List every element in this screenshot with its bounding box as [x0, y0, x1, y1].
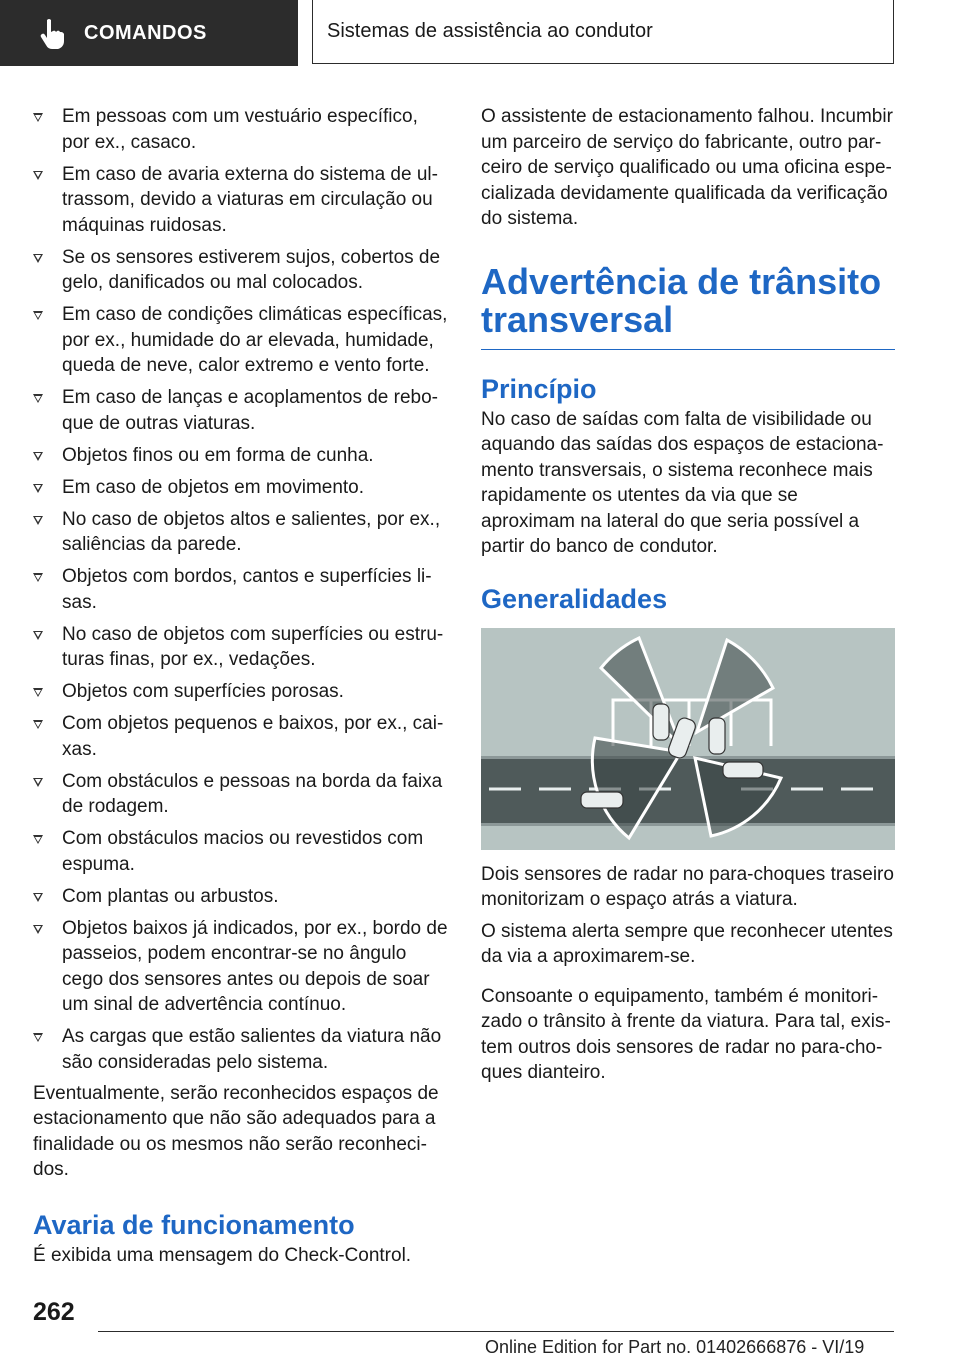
- list-item: [33, 443, 448, 469]
- list-item-text: Se os sensores estiverem sujos, cobertos de gelo, danificados ou mal colocados.: [62, 246, 441, 293]
- list-item: [33, 475, 448, 501]
- list-item-text: Com obstáculos macios ou revestidos com espuma.: [62, 828, 424, 875]
- triangle-bullet-icon: [33, 516, 43, 525]
- list-item-text: Em caso de condições climáticas específicas, por ex., humidade do ar elevada, humidade, queda de neve, calor extremo e vento forte.: [62, 304, 448, 376]
- footer-rule: [98, 1331, 894, 1332]
- triangle-bullet-icon: [33, 484, 43, 493]
- list-item-text: Em caso de avaria externa do sistema de ultrassom, devido a viaturas em circulação ou máquinas ruidosas.: [62, 163, 438, 236]
- list-item: [33, 564, 448, 615]
- list-item-text: As cargas que estão salientes da viatura não são consideradas pelo sistema.: [62, 1026, 442, 1073]
- triangle-bullet-icon: [33, 688, 43, 697]
- general-heading: Generalidades: [481, 583, 668, 614]
- list-item-text: Objetos com superfícies porosas.: [62, 681, 344, 702]
- principle-heading: Princípio: [481, 373, 597, 404]
- cross-traffic-illustration: [481, 628, 895, 850]
- list-item-text: No caso de objetos altos e salientes, por ex., saliências da parede.: [62, 508, 441, 555]
- list-item-text: Objetos finos ou em forma de cunha.: [62, 444, 374, 466]
- list-item: [33, 245, 448, 296]
- right-column: [481, 104, 897, 1086]
- triangle-bullet-icon: [33, 311, 43, 320]
- triangle-bullet-icon: [33, 631, 43, 640]
- limitations-list: [33, 104, 448, 1075]
- page-number: 262: [33, 1298, 75, 1326]
- edition-text: Online Edition for Part no. 01402666876 - VI/19: [485, 1337, 865, 1357]
- list-item-text: Com objetos pequenos e baixos, por ex., caixas.: [62, 713, 444, 760]
- main-heading: Advertência de trânsito transversal: [481, 260, 882, 340]
- triangle-bullet-icon: [33, 720, 43, 729]
- triangle-bullet-icon: [33, 925, 43, 934]
- triangle-bullet-icon: [33, 573, 43, 582]
- intro-paragraph: O assistente de estacionamento falhou. Incumbir um parceiro de serviço do fabricante, outro parceiro de serviço qualificado ou uma oficina especializada devidamente qualificada da verificação do sistema.: [481, 106, 893, 229]
- list-item-text: No caso de objetos com superfícies ou estruturas finas, por ex., vedações.: [62, 623, 444, 670]
- triangle-bullet-icon: [33, 835, 43, 844]
- chapter-tab: [0, 0, 298, 66]
- principle-text: No caso de saídas com falta de visibilidade ou aquando das saídas dos espaços de estacionamento transversais, o sistema reconhece mais rapidamente os utentes da via que se aproximam na lateral do que seria possível a partir do banco de condutor.: [481, 408, 884, 557]
- general-text-3: Consoante o equipamento, também é monitorizado o trânsito à frente da viatura. Para tal, existem outros dois sensores de radar no para-choques dianteiro.: [481, 985, 891, 1083]
- triangle-bullet-icon: [33, 394, 43, 403]
- triangle-bullet-icon: [33, 452, 43, 461]
- malfunction-text: É exibida uma mensagem do Check-Control.: [33, 1244, 412, 1266]
- list-item: [33, 711, 448, 762]
- triangle-bullet-icon: [33, 171, 43, 180]
- general-text-1: Dois sensores de radar no para-choques traseiro monitorizam o espaço atrás a viatura.: [481, 863, 894, 910]
- list-item-text: Com obstáculos e pessoas na borda da faixa de rodagem.: [62, 770, 443, 817]
- heading-rule: [481, 349, 895, 350]
- section-title: Sistemas de assistência ao condutor: [327, 20, 653, 42]
- list-item: [33, 302, 448, 379]
- list-item-text: Em pessoas com um vestuário específico, por ex., casaco.: [62, 106, 418, 153]
- general-text-2: O sistema alerta sempre que reconhecer utentes da via a aproximarem-se.: [481, 920, 893, 967]
- list-item: [33, 385, 448, 436]
- list-item: [33, 679, 448, 705]
- section-header: [312, 0, 894, 64]
- left-column: [33, 104, 448, 1268]
- list-item: [33, 104, 448, 155]
- list-item: [33, 884, 448, 910]
- triangle-bullet-icon: [33, 1033, 43, 1042]
- triangle-bullet-icon: [33, 778, 43, 787]
- list-item: [33, 916, 448, 1018]
- list-item-text: Em caso de lanças e acoplamentos de reboque de outras viaturas.: [62, 387, 438, 434]
- list-item: [33, 507, 448, 558]
- list-item: [33, 1024, 448, 1075]
- hand-pointer-icon: [36, 16, 70, 50]
- list-item: [33, 622, 448, 673]
- list-item-text: Objetos com bordos, cantos e superfícies lisas.: [62, 566, 432, 613]
- triangle-bullet-icon: [33, 113, 43, 122]
- list-item-text: Em caso de objetos em movimento.: [62, 476, 365, 498]
- list-item: [33, 162, 448, 239]
- list-item: [33, 826, 448, 877]
- body-paragraph: Eventualmente, serão reconhecidos espaços de estacionamento que não são adequados para a finalidade ou os mesmos não serão reconhecidos.: [33, 1082, 439, 1180]
- list-item: [33, 769, 448, 820]
- list-item-text: Com plantas ou arbustos.: [62, 885, 279, 907]
- chapter-label: COMANDOS: [84, 21, 207, 44]
- list-item-text: Objetos baixos já indicados, por ex., bordo de passeios, podem encontrar-se no ângulo cego dos sensores antes ou depois de soar um sinal de advertência contínuo.: [62, 917, 448, 1015]
- triangle-bullet-icon: [33, 893, 43, 902]
- malfunction-heading: Avaria de funcionamento: [33, 1209, 355, 1240]
- triangle-bullet-icon: [33, 254, 43, 263]
